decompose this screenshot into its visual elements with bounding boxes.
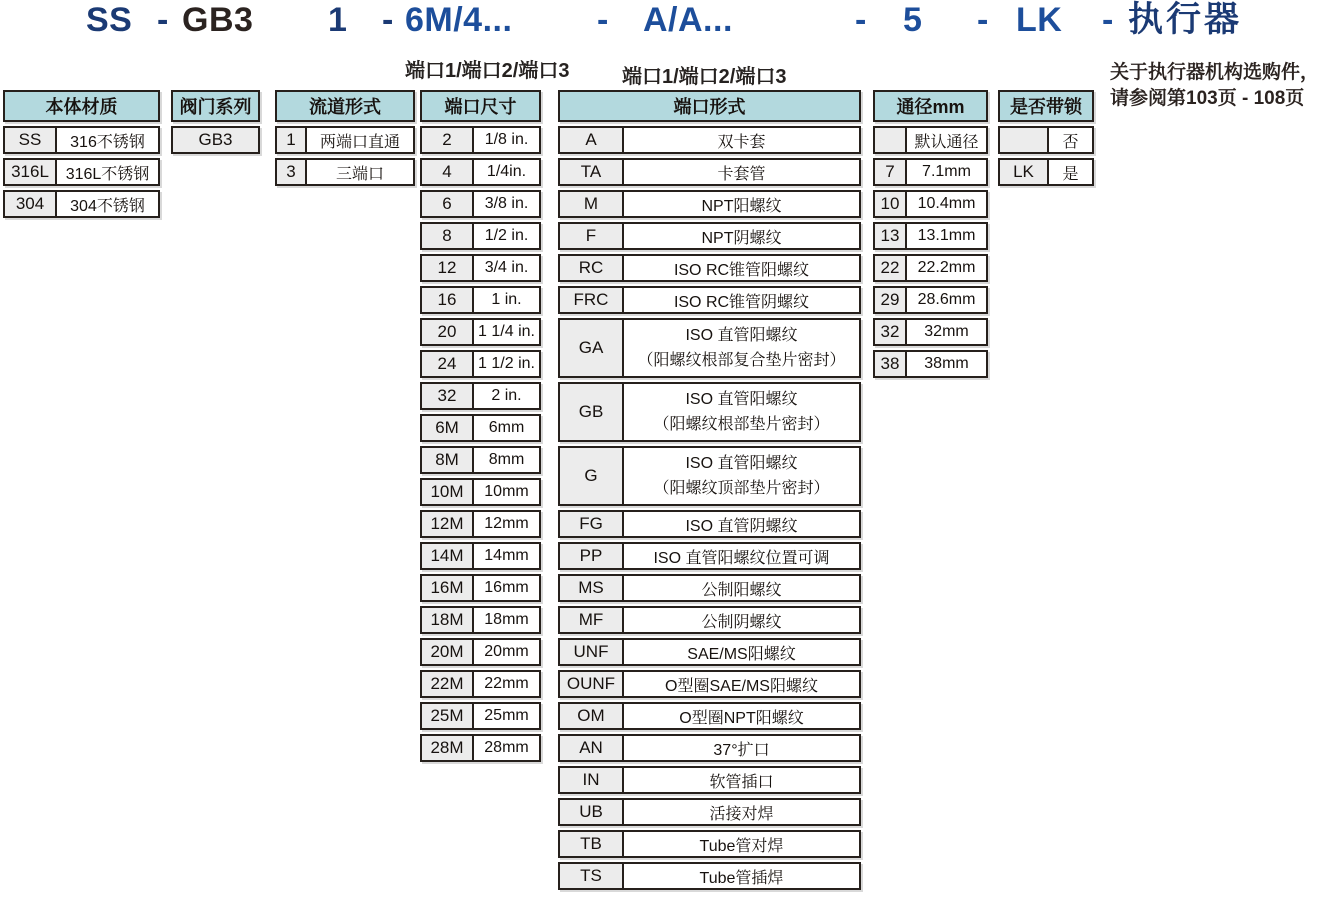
port-form-desc-cell: O型圈NPT阳螺纹 [679, 709, 804, 727]
port-size-desc-cell: 10mm [484, 483, 529, 500]
port-size-row-4 [420, 158, 541, 186]
port-size-code-cell: 32 [422, 384, 474, 408]
body-material-desc-cell: 316L不锈钢 [65, 165, 150, 183]
port-form-code-cell: OM [560, 704, 624, 728]
port-form-row-OUNF [558, 670, 861, 698]
part-segment-dash-6: - [1102, 1, 1114, 39]
table-port-form-title: 端口形式 [558, 90, 861, 122]
port-form-code-cell: GA [560, 320, 624, 376]
flow-path-code-cell: 1 [277, 128, 307, 152]
valve-series-row-GB3 [171, 126, 260, 154]
flow-path-row-3 [275, 158, 415, 186]
actuator-note-line1: 关于执行器机构选购件， [1110, 62, 1320, 83]
port-form-desc-cell [624, 320, 859, 376]
body-material-row-SS [3, 126, 160, 154]
part-segment-dash-1: - [157, 1, 169, 39]
port-form-row-M [558, 190, 861, 218]
port-size-code-cell: 6 [422, 192, 474, 216]
bore-mm-desc-cell: 7.1mm [922, 163, 971, 180]
desc-line-1: ISO 直管阳螺纹 [685, 455, 798, 472]
bore-mm-desc-cell: 默认通径 [914, 133, 979, 151]
part-segment-series: GB3 [182, 1, 254, 39]
port-size-desc-cell: 3/4 in. [484, 259, 529, 276]
port-size-desc-cell: 1/2 in. [484, 227, 529, 244]
port-label-2: 端口1/端口2/端口3 [622, 66, 787, 88]
bore-mm-code-cell: 22 [875, 256, 907, 280]
lock-desc-cell: 否 [1062, 133, 1079, 151]
part-segment-port-form: A/A... [643, 1, 733, 39]
port-form-code-cell: MF [560, 608, 624, 632]
flow-path-row-1 [275, 126, 415, 154]
actuator-note-line2: 请参阅第103页 - 108页 [1110, 88, 1305, 109]
port-size-row-24 [420, 350, 541, 378]
port-form-desc-cell: 活接对焊 [709, 805, 774, 823]
lock-row-blank [998, 126, 1094, 154]
port-size-desc-cell: 6mm [488, 419, 525, 436]
port-size-desc-cell: 12mm [484, 515, 529, 532]
table-port-form [558, 90, 861, 894]
port-size-desc-cell: 14mm [484, 547, 529, 564]
port-size-code-cell: 4 [422, 160, 474, 184]
port-size-row-8 [420, 222, 541, 250]
body-material-code-cell: 316L [5, 160, 57, 184]
port-size-code-cell: 6M [422, 416, 474, 440]
flow-path-desc-cell: 两端口直通 [319, 133, 400, 151]
port-form-desc-cell: 软管插口 [709, 773, 774, 791]
bore-mm-desc-cell: 13.1mm [917, 227, 976, 244]
body-material-code-cell: SS [5, 128, 57, 152]
port-form-desc-cell: O型圈SAE/MS阳螺纹 [665, 677, 818, 695]
port-size-desc-cell: 22mm [484, 675, 529, 692]
bore-mm-row-29 [873, 286, 988, 314]
port-size-code-cell: 22M [422, 672, 474, 696]
port-form-row-OM [558, 702, 861, 730]
bore-mm-code-cell: 32 [875, 320, 907, 344]
part-segment-dash-4: - [855, 1, 867, 39]
port-size-code-cell: 12 [422, 256, 474, 280]
bore-mm-row-22 [873, 254, 988, 282]
part-segment-port-size: 6M/4... [405, 1, 513, 39]
port-size-row-6M [420, 414, 541, 442]
port-size-desc-cell: 1 1/2 in. [478, 355, 535, 372]
port-form-code-cell: M [560, 192, 624, 216]
port-size-code-cell: 20 [422, 320, 474, 344]
port-form-code-cell: AN [560, 736, 624, 760]
bore-mm-code-cell: 13 [875, 224, 907, 248]
part-segment-actuator: 执行器 [1128, 0, 1243, 39]
port-size-code-cell: 16 [422, 288, 474, 312]
port-form-row-UB [558, 798, 861, 826]
port-form-row-AN [558, 734, 861, 762]
part-segment-dash-2: - [382, 1, 394, 39]
port-form-desc-cell: ISO RC锥管阴螺纹 [673, 293, 810, 311]
desc-line-2: （阳螺纹根部垫片密封） [653, 416, 830, 433]
port-form-code-cell: PP [560, 544, 624, 568]
part-segment-dash-3: - [597, 1, 609, 39]
lock-row-LK [998, 158, 1094, 186]
port-form-code-cell: FRC [560, 288, 624, 312]
port-form-row-RC [558, 254, 861, 282]
port-form-row-MF [558, 606, 861, 634]
port-form-code-cell: TB [560, 832, 624, 856]
lock-code-cell: LK [1000, 160, 1049, 184]
bore-mm-desc-cell: 10.4mm [917, 195, 976, 212]
bore-mm-desc-cell: 38mm [924, 355, 969, 372]
port-form-code-cell: RC [560, 256, 624, 280]
lock-desc-cell: 是 [1062, 165, 1079, 183]
port-form-row-FG [558, 510, 861, 538]
port-form-row-A [558, 126, 861, 154]
body-material-desc-cell: 304不锈钢 [70, 197, 145, 215]
port-form-code-cell: F [560, 224, 624, 248]
bore-mm-code-cell: 38 [875, 352, 907, 376]
part-segment-flow: 1 [328, 1, 348, 39]
lock-code-cell [1000, 128, 1049, 152]
port-size-row-16 [420, 286, 541, 314]
bore-mm-desc-cell: 28.6mm [917, 291, 976, 308]
port-size-row-32 [420, 382, 541, 410]
port-form-row-FRC [558, 286, 861, 314]
bore-mm-desc-cell: 22.2mm [917, 259, 976, 276]
port-size-code-cell: 2 [422, 128, 474, 152]
table-flow-path [275, 90, 415, 190]
port-size-desc-cell: 2 in. [491, 387, 522, 404]
port-form-desc-cell [624, 384, 859, 440]
port-form-row-GA [558, 318, 861, 378]
port-size-desc-cell: 1 1/4 in. [478, 323, 535, 340]
port-form-row-TS [558, 862, 861, 890]
bore-mm-code-cell: 29 [875, 288, 907, 312]
port-form-desc-cell: SAE/MS阳螺纹 [687, 645, 796, 663]
port-form-row-TB [558, 830, 861, 858]
port-form-code-cell: UNF [560, 640, 624, 664]
desc-line-2: （阳螺纹顶部垫片密封） [653, 480, 830, 497]
port-size-code-cell: 14M [422, 544, 474, 568]
port-form-code-cell: GB [560, 384, 624, 440]
port-size-code-cell: 28M [422, 736, 474, 760]
table-flow-path-title: 流道形式 [275, 90, 415, 122]
port-form-code-cell: FG [560, 512, 624, 536]
table-valve-series-title: 阀门系列 [171, 90, 260, 122]
desc-line-2: （阳螺纹根部复合垫片密封） [637, 352, 846, 369]
port-form-row-TA [558, 158, 861, 186]
port-size-row-14M [420, 542, 541, 570]
port-size-row-6 [420, 190, 541, 218]
desc-line-1: ISO 直管阳螺纹 [685, 391, 798, 408]
part-segment-dash-5: - [977, 1, 989, 39]
port-form-desc-cell: 双卡套 [717, 133, 766, 151]
port-size-desc-cell: 28mm [484, 739, 529, 756]
port-form-row-UNF [558, 638, 861, 666]
flow-path-desc-cell: 三端口 [335, 165, 384, 183]
port-form-code-cell: OUNF [560, 672, 624, 696]
port-size-row-20M [420, 638, 541, 666]
port-size-row-18M [420, 606, 541, 634]
port-form-row-PP [558, 542, 861, 570]
port-size-row-20 [420, 318, 541, 346]
port-size-row-12M [420, 510, 541, 538]
port-size-desc-cell: 25mm [484, 707, 529, 724]
port-form-desc-cell: ISO RC锥管阳螺纹 [673, 261, 810, 279]
port-label-1: 端口1/端口2/端口3 [405, 60, 570, 82]
port-form-desc-cell: NPT阳螺纹 [701, 197, 782, 215]
port-size-code-cell: 10M [422, 480, 474, 504]
port-form-code-cell: TS [560, 864, 624, 888]
body-material-code-cell: 304 [5, 192, 57, 216]
port-form-row-GB [558, 382, 861, 442]
port-size-code-cell: 12M [422, 512, 474, 536]
port-size-desc-cell: 1/4in. [486, 163, 527, 180]
port-form-desc-cell: ISO 直管阳螺纹位置可调 [653, 549, 830, 567]
port-form-desc-cell: 卡套管 [717, 165, 766, 183]
part-segment-bore: 5 [903, 1, 923, 39]
port-size-code-cell: 8 [422, 224, 474, 248]
port-form-code-cell: MS [560, 576, 624, 600]
port-form-desc-cell: NPT阴螺纹 [701, 229, 782, 247]
bore-mm-row-13 [873, 222, 988, 250]
bore-mm-row-7 [873, 158, 988, 186]
port-form-desc-cell: 公制阴螺纹 [701, 613, 782, 631]
table-lock-title: 是否带锁 [998, 90, 1094, 122]
port-form-row-F [558, 222, 861, 250]
bore-mm-desc-cell: 32mm [924, 323, 969, 340]
port-form-code-cell: G [560, 448, 624, 504]
actuator-note [1110, 60, 1319, 112]
port-size-desc-cell: 16mm [484, 579, 529, 596]
desc-line-1: ISO 直管阳螺纹 [685, 327, 798, 344]
port-form-code-cell: IN [560, 768, 624, 792]
port-size-desc-cell: 1/8 in. [484, 131, 529, 148]
port-form-desc-cell [624, 448, 859, 504]
port-size-desc-cell: 3/8 in. [484, 195, 529, 212]
bore-mm-code-cell [875, 128, 907, 152]
part-segment-lock: LK [1016, 1, 1063, 39]
port-size-row-2 [420, 126, 541, 154]
body-material-row-304 [3, 190, 160, 218]
table-bore-mm-title: 通径mm [873, 90, 988, 122]
port-size-row-8M [420, 446, 541, 474]
port-size-row-22M [420, 670, 541, 698]
port-form-row-MS [558, 574, 861, 602]
bore-mm-row-38 [873, 350, 988, 378]
table-port-size [420, 90, 541, 766]
port-size-code-cell: 24 [422, 352, 474, 376]
port-size-desc-cell: 20mm [484, 643, 529, 660]
port-size-row-12 [420, 254, 541, 282]
table-valve-series [171, 90, 260, 158]
port-form-desc-cell: Tube管插焊 [699, 869, 784, 887]
port-size-row-16M [420, 574, 541, 602]
port-size-code-cell: 8M [422, 448, 474, 472]
table-lock [998, 90, 1094, 190]
port-size-desc-cell: 1 in. [491, 291, 522, 308]
port-size-code-cell: 25M [422, 704, 474, 728]
port-form-row-G [558, 446, 861, 506]
table-body-material-title: 本体材质 [3, 90, 160, 122]
bore-mm-row-10 [873, 190, 988, 218]
port-size-code-cell: 18M [422, 608, 474, 632]
port-size-desc-cell: 18mm [484, 611, 529, 628]
flow-path-code-cell: 3 [277, 160, 307, 184]
port-size-code-cell: 16M [422, 576, 474, 600]
port-form-code-cell: TA [560, 160, 624, 184]
port-form-code-cell: A [560, 128, 624, 152]
body-material-desc-cell: 316不锈钢 [70, 133, 145, 151]
port-form-desc-cell: 公制阳螺纹 [701, 581, 782, 599]
port-form-desc-cell: 37°扩口 [713, 741, 770, 759]
port-size-row-10M [420, 478, 541, 506]
table-body-material [3, 90, 160, 222]
port-size-row-28M [420, 734, 541, 762]
port-form-code-cell: UB [560, 800, 624, 824]
port-size-row-25M [420, 702, 541, 730]
bore-mm-code-cell: 7 [875, 160, 907, 184]
bore-mm-row-blank [873, 126, 988, 154]
bore-mm-code-cell: 10 [875, 192, 907, 216]
part-segment-material: SS [86, 1, 133, 39]
port-size-desc-cell: 8mm [488, 451, 525, 468]
port-form-row-IN [558, 766, 861, 794]
valve-series-code-cell: GB3 [173, 128, 258, 152]
table-port-size-title: 端口尺寸 [420, 90, 541, 122]
port-form-desc-cell: ISO 直管阴螺纹 [685, 517, 798, 535]
body-material-row-316L [3, 158, 160, 186]
port-form-desc-cell: Tube管对焊 [699, 837, 784, 855]
port-size-code-cell: 20M [422, 640, 474, 664]
table-bore-mm [873, 90, 988, 382]
bore-mm-row-32 [873, 318, 988, 346]
